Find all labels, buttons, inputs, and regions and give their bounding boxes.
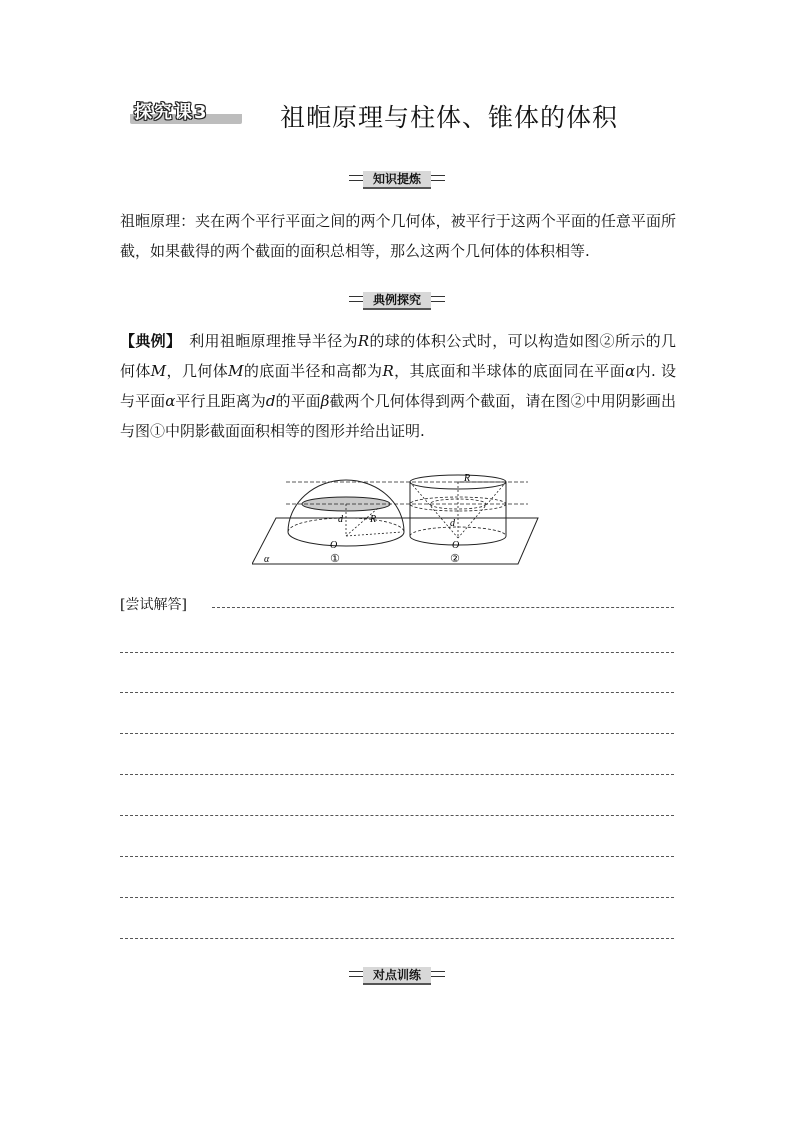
label-O1: O [330,540,338,551]
label-R2: R [464,474,471,484]
hemisphere [288,480,404,546]
page-title: 祖暅原理与柱体、锥体的体积 [280,103,619,132]
answer-label: [尝试解答] [120,597,187,613]
section-practice-label: 对点训练 [363,967,431,985]
section-example [0,289,794,307]
answer-line[interactable] [120,856,674,857]
caption-2: ② [450,552,460,565]
section-knowledge-label: 知识提炼 [363,171,431,189]
label-R1: R [370,514,377,525]
answer-line[interactable] [120,938,674,939]
answer-line[interactable] [120,733,674,734]
answer-line[interactable] [120,897,674,898]
example-paragraph: 【典例】 利用祖暅原理推导半径为R的球的体积公式时，可以构造如图②所示的几何体M，几何体M的底面半径和高都为R，其底面和半球体的底面同在平面α内. 设与平面α平行且距离为d的平面β截两个几何体得到两个截面，请在图②中用阴影画出与图①中阴影截面面积相等的图形并给出证明. [120,332,676,440]
caption-1: ① [330,552,340,565]
cylinder-minus-cone [410,475,506,545]
label-alpha: α [264,554,270,565]
example-tag: 【典例】 [120,332,174,350]
answer-line[interactable] [120,692,674,693]
label-O2: O [452,540,460,551]
section-practice [0,964,794,982]
answer-line[interactable] [120,774,674,775]
answer-line[interactable] [120,815,674,816]
knowledge-paragraph: 祖暅原理：夹在两个平行平面之间的两个几何体，被平行于这两个平面的任意平面所截，如果截得的两个截面的面积总相等，那么这两个几何体的体积相等. [120,212,676,260]
geometry-figure [252,474,544,570]
label-d1: d [338,514,343,525]
answer-line[interactable] [212,607,674,608]
answer-line[interactable] [120,652,674,653]
page-header [130,98,690,134]
lesson-badge: 探究课3 [130,102,242,124]
section-example-label: 典例探究 [363,292,431,310]
label-d2: d [450,518,455,529]
section-knowledge [0,168,794,186]
